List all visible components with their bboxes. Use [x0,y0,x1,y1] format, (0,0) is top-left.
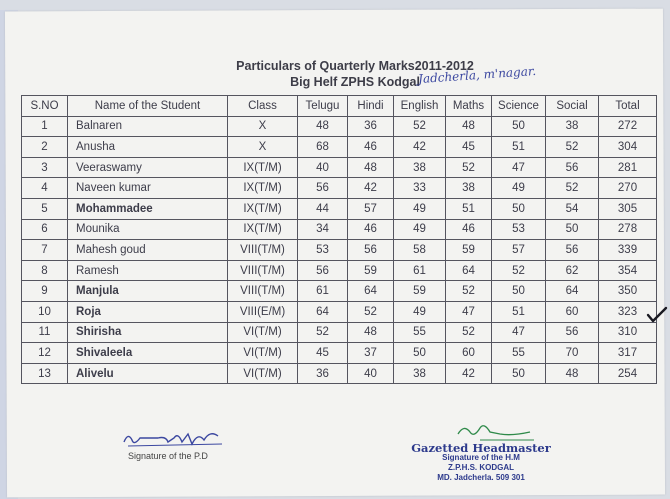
cell-hindi: 48 [348,157,394,178]
cell-maths: 52 [446,281,492,302]
stamp-line-1: Gazetted Headmaster [411,441,551,455]
cell-english: 59 [394,281,446,302]
cell-total: 281 [599,157,657,178]
cell-english: 38 [394,157,446,178]
cell-class: IX(T/M) [228,219,298,240]
cell-total: 354 [599,260,657,281]
table-row [22,240,657,261]
table-row [22,116,657,137]
cell-english: 49 [394,301,446,322]
cell-sno: 10 [22,301,68,322]
cell-telugu: 56 [298,260,348,281]
cell-english: 55 [394,322,446,343]
cell-total: 272 [599,116,657,137]
cell-hindi: 48 [348,322,394,343]
cell-class: X [228,116,298,137]
col-header-hindi: Hindi [348,96,394,117]
pd-signature-label: Signature of the P.D [128,451,208,461]
cell-english: 61 [394,260,446,281]
cell-name: Naveen kumar [68,178,228,199]
cell-sno: 12 [22,343,68,364]
cell-total: 305 [599,198,657,219]
table-body [22,116,657,384]
table-row [22,260,657,281]
cell-social: 62 [546,260,599,281]
col-header-sno: S.NO [22,96,68,117]
cell-telugu: 34 [298,219,348,240]
cell-hindi: 64 [348,281,394,302]
cell-class: X [228,137,298,158]
cell-maths: 51 [446,198,492,219]
cell-social: 70 [546,343,599,364]
cell-sno: 3 [22,157,68,178]
cell-name: Manjula [68,281,228,302]
col-header-social: Social [546,96,599,117]
cell-telugu: 45 [298,343,348,364]
cell-science: 50 [492,116,546,137]
cell-english: 33 [394,178,446,199]
cell-science: 47 [492,322,546,343]
cell-name: Anusha [68,137,228,158]
cell-science: 49 [492,178,546,199]
cell-science: 51 [492,137,546,158]
cell-social: 38 [546,116,599,137]
cell-name: Shirisha [68,322,228,343]
cell-telugu: 48 [298,116,348,137]
checkmark-icon [646,305,668,325]
cell-maths: 47 [446,301,492,322]
cell-name: Mohammadee [68,198,228,219]
stamp-line-4: MD. Jadcherla. 509 301 [437,473,525,482]
col-header-maths: Maths [446,96,492,117]
cell-telugu: 44 [298,198,348,219]
pd-signature-icon [118,428,228,452]
cell-total: 304 [599,137,657,158]
table-row [22,137,657,158]
cell-class: VI(T/M) [228,343,298,364]
cell-telugu: 61 [298,281,348,302]
cell-social: 54 [546,198,599,219]
col-header-english: English [394,96,446,117]
handwritten-note: Jadcherla, m'nagar. [417,63,537,87]
cell-name: Shivaleela [68,343,228,364]
cell-social: 60 [546,301,599,322]
cell-social: 52 [546,137,599,158]
cell-maths: 52 [446,322,492,343]
cell-hindi: 59 [348,260,394,281]
cell-sno: 5 [22,198,68,219]
cell-science: 47 [492,157,546,178]
cell-social: 56 [546,240,599,261]
stamp-line-3: Z.P.H.S. KODGAL [447,463,515,472]
cell-name: Mahesh goud [68,240,228,261]
cell-total: 310 [599,322,657,343]
cell-total: 270 [599,178,657,199]
cell-class: VIII(T/M) [228,260,298,281]
cell-total: 278 [599,219,657,240]
cell-maths: 46 [446,219,492,240]
cell-sno: 11 [22,322,68,343]
cell-name: Ramesh [68,260,228,281]
cell-hindi: 56 [348,240,394,261]
cell-sno: 7 [22,240,68,261]
col-header-science: Science [492,96,546,117]
cell-hindi: 52 [348,301,394,322]
cell-english: 42 [394,137,446,158]
table-header-row [22,96,657,117]
cell-total: 317 [599,343,657,364]
cell-class: VIII(T/M) [228,281,298,302]
table-row [22,301,657,322]
cell-telugu: 36 [298,363,348,384]
cell-english: 38 [394,363,446,384]
cell-total: 339 [599,240,657,261]
cell-science: 50 [492,198,546,219]
cell-telugu: 52 [298,322,348,343]
cell-telugu: 53 [298,240,348,261]
col-header-name: Name of the Student [68,96,228,117]
cell-science: 51 [492,301,546,322]
cell-social: 56 [546,322,599,343]
cell-sno: 1 [22,116,68,137]
table-row [22,343,657,364]
cell-telugu: 68 [298,137,348,158]
cell-hindi: 46 [348,219,394,240]
table-row [22,219,657,240]
cell-science: 53 [492,219,546,240]
cell-maths: 60 [446,343,492,364]
cell-maths: 48 [446,116,492,137]
table-row [22,322,657,343]
cell-science: 55 [492,343,546,364]
cell-name: Veeraswamy [68,157,228,178]
cell-science: 57 [492,240,546,261]
table-row [22,178,657,199]
cell-english: 50 [394,343,446,364]
cell-class: VIII(T/M) [228,240,298,261]
table-row [22,157,657,178]
cell-social: 52 [546,178,599,199]
cell-sno: 9 [22,281,68,302]
cell-total: 254 [599,363,657,384]
cell-class: VI(T/M) [228,363,298,384]
stamp-line-2: Signature of the H.M [442,453,520,462]
cell-telugu: 40 [298,157,348,178]
cell-social: 48 [546,363,599,384]
cell-class: VI(T/M) [228,322,298,343]
cell-hindi: 46 [348,137,394,158]
title-line-1: Particulars of Quarterly Marks2011-2012 [236,59,474,73]
col-header-telugu: Telugu [298,96,348,117]
title-line-2: Big Helf ZPHS Kodgal [290,75,420,89]
cell-social: 56 [546,157,599,178]
cell-total: 350 [599,281,657,302]
cell-maths: 59 [446,240,492,261]
cell-sno: 4 [22,178,68,199]
cell-class: VIII(E/M) [228,301,298,322]
cell-hindi: 57 [348,198,394,219]
cell-total: 323 [599,301,657,322]
cell-maths: 38 [446,178,492,199]
cell-english: 58 [394,240,446,261]
marks-table [21,95,657,384]
col-header-total: Total [599,96,657,117]
cell-science: 50 [492,363,546,384]
cell-sno: 6 [22,219,68,240]
cell-english: 49 [394,219,446,240]
table-row [22,363,657,384]
cell-social: 64 [546,281,599,302]
cell-maths: 45 [446,137,492,158]
cell-social: 50 [546,219,599,240]
cell-sno: 8 [22,260,68,281]
cell-english: 52 [394,116,446,137]
cell-sno: 2 [22,137,68,158]
cell-english: 49 [394,198,446,219]
cell-class: IX(T/M) [228,178,298,199]
cell-name: Balnaren [68,116,228,137]
cell-class: IX(T/M) [228,157,298,178]
cell-name: Mounika [68,219,228,240]
table-row [22,198,657,219]
cell-science: 52 [492,260,546,281]
cell-hindi: 42 [348,178,394,199]
cell-science: 50 [492,281,546,302]
cell-hindi: 36 [348,116,394,137]
cell-maths: 64 [446,260,492,281]
cell-class: IX(T/M) [228,198,298,219]
cell-telugu: 56 [298,178,348,199]
cell-maths: 42 [446,363,492,384]
table-row [22,281,657,302]
cell-name: Alivelu [68,363,228,384]
cell-hindi: 40 [348,363,394,384]
headmaster-stamp [396,443,566,483]
col-header-class: Class [228,96,298,117]
cell-telugu: 64 [298,301,348,322]
cell-name: Roja [68,301,228,322]
cell-maths: 52 [446,157,492,178]
cell-sno: 13 [22,363,68,384]
cell-hindi: 37 [348,343,394,364]
